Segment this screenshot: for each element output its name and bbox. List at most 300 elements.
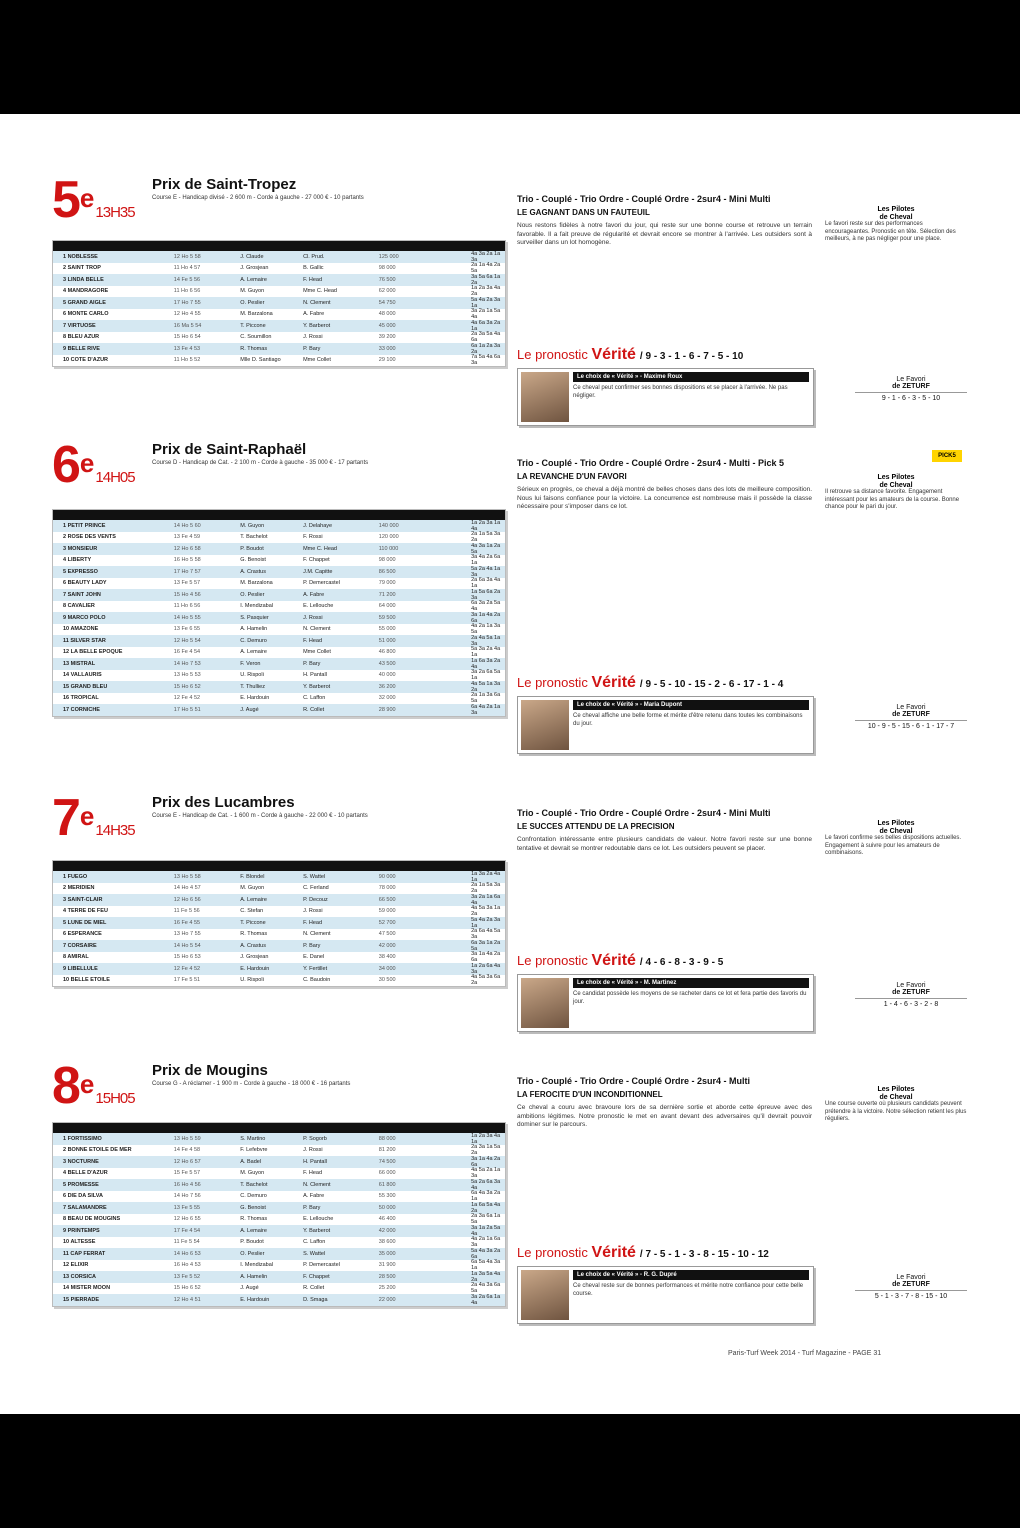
- table-cell: P. Bary: [303, 942, 321, 949]
- table-row: [53, 906, 505, 918]
- table-cell: 15 Fe 5 57: [173, 1170, 201, 1177]
- table-cell: N. Clement: [303, 1181, 331, 1188]
- table-row: [53, 1294, 505, 1306]
- table-cell: 59 500: [378, 614, 396, 621]
- table-row: [53, 871, 505, 883]
- table-row: [53, 1202, 505, 1214]
- bet-types: Trio - Couplé - Trio Ordre - Couplé Ordre - 2sur4 - Mini Multi: [517, 194, 771, 204]
- race-conditions: Course D - Handicap de Cat. - 2 100 m - Corde à gauche - 35 000 € - 17 partants: [152, 460, 369, 466]
- race-number-suffix: e: [79, 801, 94, 831]
- table-cell: 4a 2a 1a 6a 3a: [471, 1236, 501, 1249]
- zeturf-label: Le Favori: [896, 1274, 926, 1281]
- table-cell: 17 Ho 7 57: [173, 568, 201, 575]
- table-cell: 36 200: [378, 683, 396, 690]
- sidebar-text: Il retrouve sa distance favorite. Engagement intéressant pour les amateurs de la course. Bonne chance pour le pari du jour.: [825, 489, 960, 510]
- table-cell: N. Clement: [303, 931, 331, 938]
- table-cell: R. Thomas: [240, 1216, 268, 1223]
- table-cell: 2a 3a 6a 1a 5a: [471, 1213, 501, 1226]
- race-conditions: Course G - A réclamer - 1 900 m - Corde à gauche - 18 000 € - 16 partants: [152, 1081, 351, 1087]
- sidebar-text: Une course ouverte où plusieurs candidats peuvent prétendre à la victoire. Notre sélection retient les plus réguliers.: [825, 1101, 967, 1122]
- table-cell: U. Rispoli: [240, 977, 264, 984]
- table-cell: 1a 3a 2a 4a 1a: [471, 870, 501, 883]
- runners-table-header: [53, 510, 505, 520]
- table-cell: J. Rossi: [303, 334, 323, 341]
- table-cell: 4a 5a 3a 1a 2a: [471, 905, 501, 918]
- table-cell: 4a 5a 1a 3a 2a: [471, 680, 501, 693]
- table-cell: 5a 3a 2a 4a 1a: [471, 646, 501, 659]
- expert-card-text: Ce cheval reste sur de bonnes performances et mérite notre confiance pour cette belle course.: [573, 1283, 804, 1297]
- table-cell: 2a 4a 3a 6a 5a: [471, 1282, 501, 1295]
- table-row: [53, 286, 505, 298]
- table-cell: 3a 2a 1a 5a 4a: [471, 308, 501, 321]
- table-cell: F. Lefebvre: [240, 1147, 268, 1154]
- table-cell: 14 Ho 5 55: [173, 614, 201, 621]
- table-cell: C. Soumillon: [240, 334, 272, 341]
- table-cell: C. Ferland: [303, 885, 329, 892]
- table-cell: 2a 3a 5a 4a 6a: [471, 331, 501, 344]
- table-row: [53, 635, 505, 647]
- pronostic-label: Le pronostic: [517, 347, 588, 362]
- bet-types: Trio - Couplé - Trio Ordre - Couplé Ordre - 2sur4 - Multi - Pick 5: [517, 458, 785, 468]
- table-cell: Y. Barberot: [303, 1227, 331, 1234]
- table-cell: 2a 1a 3a 6a 5a: [471, 692, 501, 705]
- table-cell: 11 Ho 5 52: [173, 357, 201, 364]
- table-cell: 15 GRAND BLEU: [63, 683, 108, 690]
- table-row: [53, 1260, 505, 1272]
- runners-table: [52, 860, 506, 987]
- table-cell: J.M. Capitte: [303, 568, 333, 575]
- table-row: [53, 555, 505, 567]
- table-cell: 15 Ho 6 52: [173, 1285, 201, 1292]
- table-cell: F. Blondel: [240, 873, 265, 880]
- expert-card-head: Le choix de « Vérité » - M. Martinez: [573, 978, 809, 988]
- table-cell: 52 700: [378, 919, 396, 926]
- table-cell: 1 NOBLESSE: [63, 253, 98, 260]
- table-row: [53, 952, 505, 964]
- table-cell: 17 Fe 4 54: [173, 1227, 201, 1234]
- table-cell: 12 Ho 4 51: [173, 1296, 201, 1303]
- table-cell: M. Guyon: [240, 522, 265, 529]
- table-cell: F. Chappet: [303, 557, 330, 564]
- pronostic-brand: Vérité: [591, 952, 636, 969]
- sidebar-pilotes: [825, 474, 967, 512]
- race-conditions: Course E - Handicap de Cat. - 1 600 m - Corde à gauche - 22 000 € - 10 partants: [152, 813, 368, 819]
- table-cell: J. Rossi: [303, 1147, 323, 1154]
- table-cell: 12 Ho 6 56: [173, 896, 201, 903]
- table-cell: Mme C. Head: [303, 545, 337, 552]
- table-cell: S. Pasquier: [240, 614, 269, 621]
- table-cell: 3 MONSIEUR: [63, 545, 98, 552]
- race-number-digit: 8: [52, 1057, 80, 1115]
- table-cell: R. Collet: [303, 1285, 325, 1292]
- table-cell: O. Peslier: [240, 299, 265, 306]
- table-cell: N. Clement: [303, 299, 331, 306]
- table-cell: P. Boudot: [240, 1239, 264, 1246]
- table-cell: A. Badel: [240, 1158, 262, 1165]
- table-cell: 4 TERRE DE FEU: [63, 908, 108, 915]
- table-cell: F. Head: [303, 637, 323, 644]
- table-cell: 6 ESPERANCE: [63, 931, 102, 938]
- expert-card-head: Le choix de « Vérité » - R. G. Dupré: [573, 1270, 809, 1280]
- table-row: [53, 601, 505, 613]
- pronostic-line: [517, 346, 743, 364]
- table-cell: 2a 1a 4a 2a 5a: [471, 262, 501, 275]
- table-cell: 9 BELLE RIVE: [63, 345, 100, 352]
- table-cell: Mme Collet: [303, 649, 331, 656]
- table-cell: 12 Fe 4 52: [173, 965, 201, 972]
- table-cell: 5 EXPRESSO: [63, 568, 98, 575]
- table-cell: U. Rispoli: [240, 672, 264, 679]
- table-cell: 1a 2a 3a 1a 4a: [471, 519, 501, 532]
- table-cell: 45 000: [378, 322, 396, 329]
- table-cell: 125 000: [378, 253, 399, 260]
- table-cell: 15 Ho 4 56: [173, 591, 201, 598]
- table-cell: 14 Ho 7 53: [173, 660, 201, 667]
- zeturf-label: Le Favori: [896, 982, 926, 989]
- expert-card: [517, 696, 814, 754]
- table-cell: T. Piccone: [240, 919, 266, 926]
- table-cell: 16 TROPICAL: [63, 695, 99, 702]
- table-cell: 14 Ho 7 56: [173, 1193, 201, 1200]
- table-cell: 14 Ho 5 54: [173, 942, 201, 949]
- table-cell: 66 000: [378, 1170, 396, 1177]
- table-cell: 11 Ho 6 56: [173, 603, 201, 610]
- table-row: [53, 681, 505, 693]
- table-cell: J. Rossi: [303, 908, 323, 915]
- table-cell: 10 ALTESSE: [63, 1239, 96, 1246]
- table-cell: 14 Fe 5 56: [173, 276, 201, 283]
- table-cell: 90 000: [378, 873, 396, 880]
- zeturf-label: Le Favori: [896, 704, 926, 711]
- expert-photo: [521, 1270, 569, 1320]
- table-cell: 12 Fe 4 52: [173, 695, 201, 702]
- expert-card-text: Ce cheval affiche une belle forme et mérite d'être retenu dans toutes les combinaisons du jour.: [573, 713, 803, 727]
- table-cell: 12 Ho 6 58: [173, 545, 201, 552]
- table-cell: G. Benoist: [240, 557, 266, 564]
- table-cell: A. Lemaire: [240, 896, 267, 903]
- table-cell: C. Laffon: [303, 695, 326, 702]
- table-cell: 120 000: [378, 534, 399, 541]
- table-cell: 15 Ho 6 53: [173, 954, 201, 961]
- table-cell: 7 SAINT JOHN: [63, 591, 101, 598]
- table-cell: 17 CORNICHE: [63, 706, 100, 713]
- table-cell: J. Grosjean: [240, 265, 269, 272]
- table-cell: 48 000: [378, 311, 396, 318]
- table-cell: 55 300: [378, 1193, 396, 1200]
- pronostic-label: Le pronostic: [517, 953, 588, 968]
- table-cell: P. Decouz: [303, 896, 328, 903]
- table-row: [53, 894, 505, 906]
- page-footer: Paris-Turf Week 2014 - Turf Magazine - PAGE 31: [728, 1350, 882, 1357]
- table-cell: Mme Collet: [303, 357, 331, 364]
- table-row: [53, 940, 505, 952]
- table-cell: M. Guyon: [240, 1170, 265, 1177]
- table-cell: R. Thomas: [240, 345, 268, 352]
- table-row: [53, 670, 505, 682]
- table-row: [53, 578, 505, 590]
- table-row: [53, 1133, 505, 1145]
- table-row: [53, 251, 505, 263]
- sidebar-head: Les Pilotes: [877, 206, 915, 213]
- table-cell: 30 500: [378, 977, 396, 984]
- table-cell: 8 BEAU DE MOUGINS: [63, 1216, 121, 1223]
- table-row: [53, 883, 505, 895]
- table-cell: Y. Fertillet: [303, 965, 328, 972]
- table-cell: P. Sogorb: [303, 1135, 327, 1142]
- table-cell: 6a 4a 2a 1a 3a: [471, 703, 501, 716]
- table-cell: C. Demuro: [240, 637, 267, 644]
- table-cell: 4 LIBERTY: [63, 557, 92, 564]
- table-cell: 12 Ho 4 55: [173, 311, 201, 318]
- table-cell: A. Crastus: [240, 568, 266, 575]
- table-row: [53, 297, 505, 309]
- table-cell: 16 Ma 5 54: [173, 322, 202, 329]
- table-cell: 1 FUEGO: [63, 873, 88, 880]
- pronostic-numbers: / 9 - 5 - 10 - 15 - 2 - 6 - 17 - 1 - 4: [639, 679, 784, 690]
- table-cell: 13 Ho 5 53: [173, 672, 201, 679]
- race-number: [52, 789, 135, 857]
- table-cell: F. Head: [303, 919, 323, 926]
- zeturf-favori: [855, 704, 967, 730]
- zeturf-divider: [855, 1290, 967, 1291]
- race-number: [52, 436, 135, 504]
- race-headline: LA REVANCHE D'UN FAVORI: [517, 472, 627, 481]
- table-row: [53, 532, 505, 544]
- table-cell: Y. Barberot: [303, 683, 331, 690]
- table-cell: 66 500: [378, 896, 396, 903]
- table-cell: 12 Ho 5 54: [173, 637, 201, 644]
- table-cell: H. Pantall: [303, 672, 327, 679]
- table-cell: 13 Ho 5 59: [173, 1135, 201, 1142]
- table-cell: 62 000: [378, 288, 396, 295]
- table-cell: Mlle D. Santiago: [240, 357, 281, 364]
- table-cell: T. Thulliez: [240, 683, 265, 690]
- table-cell: 1a 2a 3a 4a 2a: [471, 285, 501, 298]
- expert-photo: [521, 700, 569, 750]
- sidebar-sub: de Cheval: [879, 481, 913, 489]
- table-cell: 4a 2a 1a 3a 5a: [471, 623, 501, 636]
- race-time: 13H35: [95, 204, 135, 221]
- table-cell: 16 Ho 5 58: [173, 557, 201, 564]
- table-row: [53, 693, 505, 705]
- table-cell: 16 Fe 4 54: [173, 649, 201, 656]
- race-conditions: Course E - Handicap divisé - 2 600 m - Corde à gauche - 27 000 € - 10 partants: [152, 195, 364, 201]
- table-cell: 6a 3a 1a 2a 5a: [471, 939, 501, 952]
- table-cell: 74 500: [378, 1158, 396, 1165]
- table-cell: A. Lemaire: [240, 276, 267, 283]
- table-cell: A. Hamelin: [240, 626, 268, 633]
- table-cell: 8 CAVALIER: [63, 603, 95, 610]
- table-cell: 1a 2a 6a 4a 3a: [471, 962, 501, 975]
- race-analysis: Ce cheval a couru avec bravoure lors de sa dernière sortie et aborde cette épreuve avec des ambitions légitimes. Notre pronostic le met en avant devant des adversaires qu'il devrait pouvoir dominer sur le parcours.: [517, 1104, 812, 1128]
- pronostic-line: [517, 952, 723, 970]
- zeturf-favori: [855, 982, 967, 1008]
- table-cell: 12 Ho 6 57: [173, 1158, 201, 1165]
- table-cell: 4 MANDRAGORE: [63, 288, 109, 295]
- table-cell: T. Piccone: [240, 322, 266, 329]
- table-cell: 13 CORSICA: [63, 1273, 97, 1280]
- table-row: [53, 917, 505, 929]
- table-row: [53, 589, 505, 601]
- runners-table: [52, 509, 506, 717]
- table-row: [53, 612, 505, 624]
- table-cell: 11 Ho 4 57: [173, 265, 201, 272]
- table-cell: 2 SAINT TROP: [63, 265, 101, 272]
- table-row: [53, 332, 505, 344]
- table-cell: 34 000: [378, 965, 396, 972]
- table-row: [53, 704, 505, 716]
- magazine-page: [0, 114, 1020, 1414]
- table-cell: 1 PETIT PRINCE: [63, 522, 106, 529]
- table-cell: 42 000: [378, 942, 396, 949]
- pronostic-line: [517, 1244, 769, 1262]
- table-cell: 9 LIBELLULE: [63, 965, 98, 972]
- race-title: Prix de Mougins: [152, 1062, 268, 1079]
- table-cell: 2 ROSE DES VENTS: [63, 534, 116, 541]
- table-cell: 31 900: [378, 1262, 396, 1269]
- table-cell: 1a 2a 3a 4a 1a: [471, 1132, 501, 1145]
- table-cell: 86 500: [378, 568, 396, 575]
- table-cell: A. Fabre: [303, 591, 325, 598]
- sidebar-pilotes: [825, 820, 967, 858]
- table-row: [53, 1237, 505, 1249]
- table-cell: 25 200: [378, 1285, 396, 1292]
- table-cell: 32 000: [378, 695, 396, 702]
- race-analysis: Nous restons fidèles à notre favori du jour, qui reste sur une bonne course et retrouve un terrain favorable. Il a fait preuve de régularité et devrait encore se montrer à l'arrivée. Les outsiders sont à surveiller dans un lot homogène.: [517, 222, 812, 246]
- table-cell: 14 MISTER MOON: [63, 1285, 111, 1292]
- race-number: [52, 1057, 135, 1125]
- table-cell: F. Rossi: [303, 534, 323, 541]
- table-row: [53, 1271, 505, 1283]
- pronostic-numbers: / 4 - 6 - 8 - 3 - 9 - 5: [639, 957, 724, 968]
- table-cell: 98 000: [378, 265, 396, 272]
- table-cell: A. Fabre: [303, 1193, 325, 1200]
- table-cell: 13 Ho 7 55: [173, 931, 201, 938]
- table-cell: T. Bachelot: [240, 1181, 268, 1188]
- table-cell: 43 500: [378, 660, 396, 667]
- table-cell: 2a 3a 1a 5a 2a: [471, 1144, 501, 1157]
- table-cell: 47 500: [378, 931, 396, 938]
- bet-tag-badge: PICK5: [932, 450, 962, 462]
- table-cell: 11 Fe 5 54: [173, 1239, 200, 1246]
- zeturf-label: Le Favori: [896, 376, 926, 383]
- table-cell: Cl. Prud.: [303, 253, 325, 260]
- table-row: [53, 963, 505, 975]
- zeturf-divider: [855, 998, 967, 999]
- table-cell: P. Bary: [303, 345, 321, 352]
- table-cell: 50 000: [378, 1204, 396, 1211]
- table-cell: 3a 2a 1a 6a 4a: [471, 893, 501, 906]
- table-cell: 28 900: [378, 706, 396, 713]
- table-row: [53, 1156, 505, 1168]
- table-cell: 54 750: [378, 299, 396, 306]
- zeturf-numbers: 9 - 1 - 6 - 3 - 5 - 10: [881, 395, 941, 402]
- pronostic-label: Le pronostic: [517, 675, 588, 690]
- table-row: [53, 320, 505, 332]
- table-cell: 3 NOCTURNE: [63, 1158, 99, 1165]
- runners-table-header: [53, 241, 505, 251]
- table-cell: 13 Fe 5 55: [173, 1204, 201, 1211]
- expert-card: [517, 1266, 814, 1324]
- table-row: [53, 566, 505, 578]
- table-cell: 8 BLEU AZUR: [63, 334, 100, 341]
- sidebar-sub: de Cheval: [879, 1093, 913, 1101]
- table-cell: M. Barzalona: [240, 580, 273, 587]
- table-cell: 14 VALLAURIS: [63, 672, 102, 679]
- table-cell: 2a 1a 5a 3a 2a: [471, 531, 501, 544]
- table-cell: 29 100: [378, 357, 396, 364]
- table-cell: R. Thomas: [240, 931, 268, 938]
- table-cell: A. Lemaire: [240, 649, 267, 656]
- table-cell: P. Bary: [303, 1204, 321, 1211]
- table-cell: 4 BELLE D'AZUR: [63, 1170, 108, 1177]
- table-cell: 3a 2a 6a 5a 1a: [471, 669, 501, 682]
- table-cell: F. Head: [303, 1170, 323, 1177]
- table-cell: Y. Barberot: [303, 322, 331, 329]
- table-cell: Mme C. Head: [303, 288, 337, 295]
- table-row: [53, 658, 505, 670]
- table-cell: E. Danel: [303, 954, 325, 961]
- table-cell: 12 Ho 6 55: [173, 1216, 201, 1223]
- race-analysis: Confrontation intéressante entre plusieurs candidats de valeur. Notre favori reste sur une bonne tentative et devrait se montrer redoutable dans ce lot. Les outsiders peuvent se placer.: [517, 836, 812, 852]
- table-cell: 7 VIRTUOSE: [63, 322, 96, 329]
- table-cell: 35 000: [378, 1250, 396, 1257]
- table-cell: F. Veron: [240, 660, 261, 667]
- table-cell: 76 500: [378, 276, 396, 283]
- table-cell: D. Smaga: [303, 1296, 328, 1303]
- race-number-digit: 7: [52, 789, 80, 847]
- table-cell: P. Bary: [303, 660, 321, 667]
- table-cell: 42 000: [378, 1227, 396, 1234]
- table-cell: J. Grosjean: [240, 954, 269, 961]
- table-cell: 14 Ho 5 60: [173, 522, 201, 529]
- table-cell: 55 000: [378, 626, 396, 633]
- table-cell: M. Guyon: [240, 885, 265, 892]
- table-cell: 1a 6a 5a 4a 2a: [471, 1201, 501, 1214]
- expert-photo: [521, 372, 569, 422]
- table-cell: 4a 6a 3a 2a 1a: [471, 319, 501, 332]
- table-cell: 13 Fe 6 55: [173, 626, 201, 633]
- table-cell: E. Lellouche: [303, 1216, 334, 1223]
- zeturf-brand: de ZETURF: [892, 383, 930, 390]
- table-cell: I. Mendizabal: [240, 603, 273, 610]
- race-number-suffix: e: [79, 183, 94, 213]
- table-cell: 6 MONTE CARLO: [63, 311, 109, 318]
- table-cell: 110 000: [378, 545, 399, 552]
- race-headline: LE SUCCES ATTENDU DE LA PRECISION: [517, 822, 675, 831]
- table-cell: 64 000: [378, 603, 396, 610]
- expert-card-text: Ce cheval peut confirmer ses bonnes dispositions et se placer à l'arrivée. Ne pas négliger.: [573, 385, 788, 399]
- table-row: [53, 1248, 505, 1260]
- table-cell: A. Lemaire: [240, 1227, 267, 1234]
- table-cell: 13 Fe 4 53: [173, 345, 201, 352]
- table-cell: 17 Fe 5 51: [173, 977, 201, 984]
- table-cell: O. Peslier: [240, 591, 265, 598]
- zeturf-numbers: 10 - 9 - 5 - 15 - 6 - 1 - 17 - 7: [867, 723, 955, 730]
- table-cell: 40 000: [378, 672, 396, 679]
- race-number-digit: 5: [52, 171, 80, 229]
- table-cell: J. Augé: [240, 1285, 259, 1292]
- table-cell: 59 000: [378, 908, 396, 915]
- sidebar-head: Les Pilotes: [877, 820, 915, 827]
- table-cell: J. Augé: [240, 706, 259, 713]
- table-cell: 28 500: [378, 1273, 396, 1280]
- table-cell: 39 200: [378, 334, 396, 341]
- table-cell: F. Chappet: [303, 1273, 330, 1280]
- race-title: Prix de Saint-Raphaël: [152, 441, 307, 458]
- table-row: [53, 647, 505, 659]
- table-row: [53, 274, 505, 286]
